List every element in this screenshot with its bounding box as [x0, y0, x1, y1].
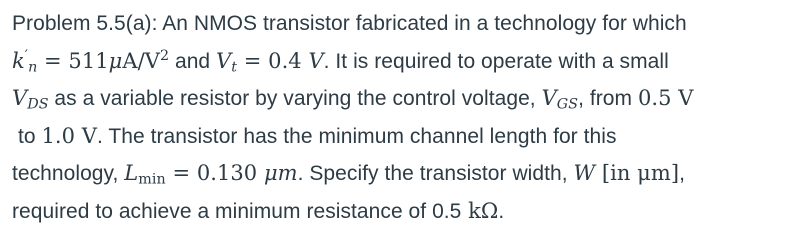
- lmin-subscript: min: [138, 171, 166, 188]
- problem-line-4: [12, 118, 792, 156]
- line4-to-text: to: [18, 124, 42, 148]
- vgs-from-value: 0.5 V: [637, 86, 694, 110]
- kprime-mu: μ: [108, 48, 123, 73]
- line6-tail-text: .: [498, 199, 505, 223]
- vgs-symbol: V: [541, 86, 557, 110]
- line5-tail-text: ,: [679, 162, 685, 185]
- vt-symbol: V: [216, 48, 232, 73]
- vt-value: = 0.4: [237, 48, 309, 73]
- lmin-value: = 0.130: [165, 161, 264, 185]
- vt-subscript: t: [231, 59, 238, 76]
- line3-from-text: , from: [578, 87, 638, 110]
- kprime-value: = 511: [37, 48, 109, 73]
- vds-expression: [12, 86, 49, 113]
- line5-head-text: technology,: [12, 162, 125, 185]
- line2-tail-text: . It is required to operate with a small: [323, 49, 669, 73]
- problem-statement: [12, 6, 792, 230]
- vt-unit: V: [308, 48, 324, 73]
- problem-title-text: Problem 5.5(a): An NMOS transistor fabricated in a technology for which: [12, 12, 687, 35]
- kprime-subscript: n: [28, 59, 38, 76]
- problem-line-6: [12, 193, 792, 231]
- line3-mid-text: as a variable resistor by varying the control voltage,: [48, 87, 542, 110]
- vds-symbol: V: [12, 86, 28, 110]
- w-unit: [in μm]: [595, 161, 680, 185]
- kprime-n-expression: [12, 47, 170, 76]
- lmin-symbol: L: [124, 161, 139, 185]
- kprime-symbol: k: [12, 48, 25, 73]
- problem-line-3: [12, 80, 792, 118]
- kprime-exponent: 2: [159, 47, 170, 64]
- vt-expression: [216, 48, 324, 76]
- w-symbol: W: [573, 161, 596, 185]
- vgs-expression: [541, 86, 579, 113]
- problem-line-1: [12, 6, 792, 43]
- rmin-value: 0.5: [432, 199, 462, 223]
- w-expression: [574, 161, 680, 185]
- vgs-subscript: GS: [556, 96, 579, 113]
- vds-subscript: DS: [27, 96, 49, 113]
- vgs-to-value: 1.0 V: [41, 123, 97, 148]
- line4-tail-text: . The transistor has the minimum channel length for this: [97, 124, 617, 148]
- problem-line-5: [12, 155, 792, 193]
- lmin-unit: μm: [263, 161, 298, 185]
- and-text: and: [169, 49, 217, 73]
- kprime-unit: A/V: [122, 48, 160, 73]
- line5-mid-text: . Specify the transistor width,: [297, 162, 574, 185]
- kprime-prime: ′: [24, 47, 29, 64]
- line6-head-text: required to achieve a minimum resistance of: [12, 199, 433, 223]
- rmin-unit: kΩ: [461, 198, 499, 223]
- problem-line-2: [12, 43, 792, 81]
- lmin-expression: [124, 161, 298, 188]
